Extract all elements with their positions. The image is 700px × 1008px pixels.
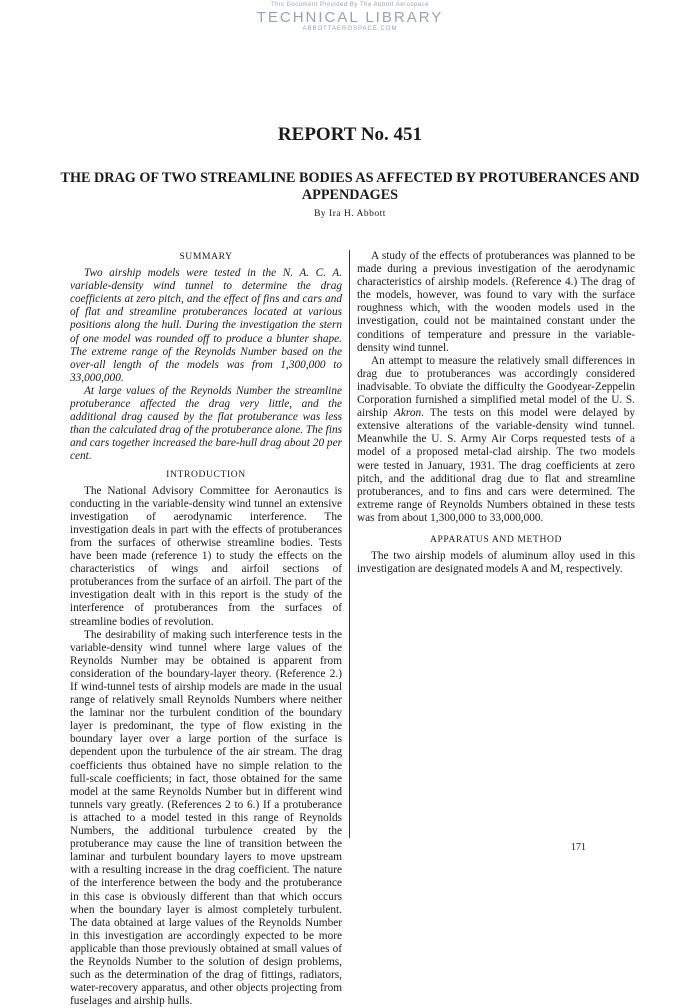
apparatus-heading: APPARATUS AND METHOD bbox=[429, 533, 563, 545]
intro-paragraph-4-part-b: . The tests on this model were delayed by extensive alterations of the variable-density wind tunnel. Meanwhile the U. S. Army Air Corps requested tests of a model of a proposed metal-clad airship. The two models were tested in January, 1931. The drag coefficients at zero pitch, and the additional drag due to flat and streamline protuberances, and to fins and cars were determined. The extreme range of Reynolds Numbers obtained in these tests was from about 1,300,000 to 33,000,000. bbox=[357, 407, 635, 524]
intro-paragraph-2: The desirability of making such interference tests in the variable-density wind tunnel where large values of the Reynolds Number may be obtained is apparent from consideration of the boundary-layer theory. (Reference 2.) If wind-tunnel tests of airship models are made in the usual range of relatively small Reynolds Numbers where neither the laminar nor the turbulent condition of the boundary layer is predominant, the type of flow existing in the boundary layer over a large portion of the surface is dependent upon the turbulence of the air stream. The drag coefficients thus obtained have no simple relation to the full-scale coefficients; in fact, those obtained for the same model at the same Reynolds Number but in different wind tunnels vary greatly. (References 2 to 6.) If a protuberance is attached to a model tested in this range of Reynolds Numbers, the additional turbulence created by the protuberance may cause the line of transition between the laminar and turbulent boundary layers to move upstream with a resulting increase in the drag coefficient. The nature of the interference between the body and the protuberance in this case is obviously different than that which occurs when the boundary layer is almost completely turbulent. The data obtained at large values of the Reynolds Number in this investigation are accordingly expected to be more applicable than those previously obtained at small values of the Reynolds Number to the solution of design problems, such as the determination of the drag of fittings, radiators, water-recovery apparatus, and other objects projecting from fuselages and airship hulls. bbox=[70, 628, 342, 1008]
summary-paragraph-2: At large values of the Reynolds Number the streamline protuberance affected the drag very little, and the additional drag caused by the flat protuberance was less than the calculated drag of the protuberance alone. The fins and cars together increased the bare-hull drag about 20 per cent. bbox=[70, 384, 342, 463]
intro-paragraph-1: The National Advisory Committee for Aeronautics is conducting in the variable-density wind tunnel an extensive investigation of aerodynamic interference. The investigation deals in part with the effects of protuberances from the surfaces of otherwise streamline bodies. Tests have been made (reference 1) to study the effects on the characteristics of wings and airfoil sections of protuberances from the surface of an airfoil. The part of the investigation dealt with in this report is the study of the interference of protuberances from the surfaces of streamline bodies of revolution. bbox=[70, 484, 342, 628]
summary-heading: SUMMARY bbox=[179, 251, 233, 262]
introduction-heading: INTRODUCTION bbox=[166, 468, 246, 480]
column-divider bbox=[349, 250, 350, 838]
right-column bbox=[357, 250, 635, 576]
summary-paragraph-1: Two airship models were tested in the N. A. C. A. variable-density wind tunnel to determine the drag coefficients at zero pitch, and the effect of fins and cars and of flat and streamline protuberances located at various positions along the hull. During the investigation the stern of one model was rounded off to produce a blunter shape. The extreme range of the Reynolds Number based on the over-all length of the models was from 1,300,000 to 33,000,000. bbox=[70, 267, 342, 384]
page-number: 171 bbox=[571, 842, 586, 853]
paper-title: THE DRAG OF TWO STREAMLINE BODIES AS AFFECTED BY PROTUBERANCES AND APPENDAGES bbox=[60, 170, 640, 203]
report-number: REPORT No. 451 bbox=[277, 124, 423, 145]
watermark-url: ABBOTTAEROSPACE.COM bbox=[302, 26, 398, 32]
left-column bbox=[70, 250, 342, 1008]
airship-name: Akron bbox=[393, 407, 422, 420]
intro-paragraph-4-part-a: An attempt to measure the relatively small differences in drag due to protuberances was accordingly considered inadvisable. To obviate the difficulty the Goodyear-Zeppelin Corporation furnished a simplified metal model of the U. S. airship bbox=[357, 354, 635, 420]
watermark bbox=[0, 2, 700, 33]
intro-paragraph-3: A study of the effects of protuberances was planned to be made during a previous investigation of the aerodynamic characteristics of airship models. (Reference 4.) The drag of the models, however, was found to vary with the surface roughness which, with the wooden models used in the investigation, could not be maintained constant under the conditions of temperature and pressure in the variable-density wind tunnel. bbox=[357, 250, 635, 354]
watermark-title: TECHNICAL LIBRARY bbox=[256, 9, 444, 26]
apparatus-paragraph-1: The two airship models of aluminum alloy used in this investigation are designated models A and M, respectively. bbox=[357, 550, 635, 576]
watermark-top-line: This Document Provided By The Abbott Aerospace bbox=[271, 2, 429, 8]
author-byline: By Ira H. Abbott bbox=[314, 209, 386, 219]
intro-paragraph-4 bbox=[357, 355, 635, 525]
